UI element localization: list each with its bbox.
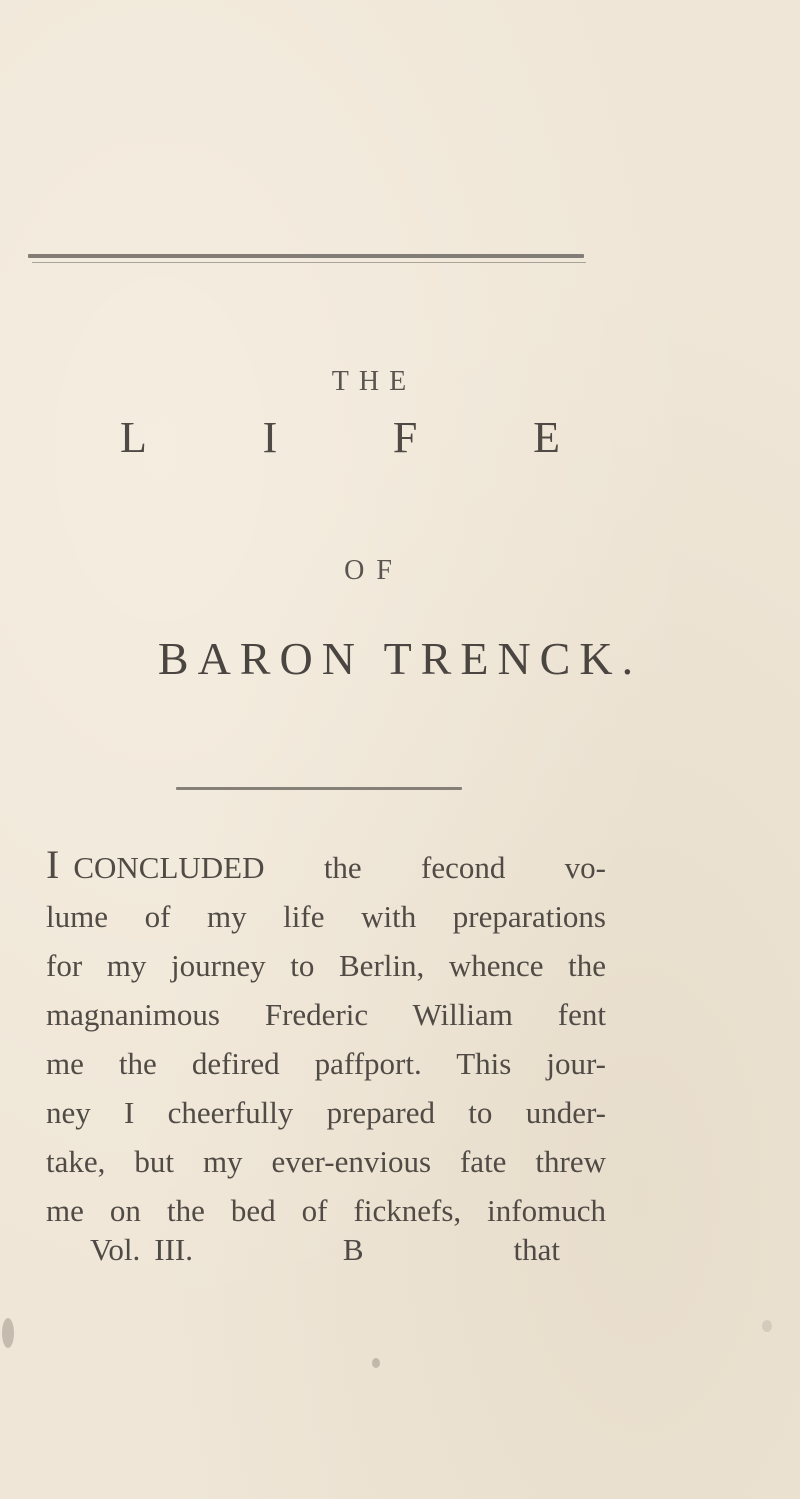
paper-stain (762, 1320, 772, 1332)
text-line (46, 840, 606, 892)
drop-initial: I (46, 842, 60, 887)
title-of: OF (344, 555, 404, 586)
title-life-letter-e: E (533, 413, 560, 462)
text-line: ney I cheerfully prepared to under- (46, 1095, 606, 1130)
catchword: that (513, 1232, 560, 1267)
top-border-rule (28, 254, 584, 258)
text-line: take, but my ever-envious fate threw (46, 1144, 606, 1179)
volume-label (90, 1232, 193, 1268)
paper-stain (2, 1318, 14, 1348)
body-text (46, 840, 606, 1235)
title-name: BARON TRENCK. (157, 633, 643, 684)
title-life (120, 412, 560, 463)
title-life-letter-f: F (392, 413, 418, 462)
title-life-letter-l: L (120, 413, 147, 462)
text-line: magnanimous Frederic William fent (46, 997, 606, 1032)
text-line: me the defired paffport. This jour- (46, 1046, 606, 1081)
page-footer (90, 1232, 560, 1268)
text-line: for my journey to Berlin, whence the (46, 948, 606, 983)
text-line: me on the bed of ficknefs, infomuch (46, 1193, 606, 1228)
section-divider-rule (176, 787, 462, 790)
text-line: lume of my life with preparations (46, 899, 606, 934)
text-line-content: CONCLUDED the fecond vo- (73, 850, 606, 885)
volume-text: Vol. (90, 1232, 141, 1267)
volume-number: III. (154, 1232, 193, 1267)
title-life-letter-i: I (262, 413, 278, 462)
signature-mark: B (342, 1232, 364, 1267)
title-the: THE (331, 366, 417, 397)
top-border-thin-rule (32, 262, 586, 263)
paper-stain (372, 1358, 380, 1368)
